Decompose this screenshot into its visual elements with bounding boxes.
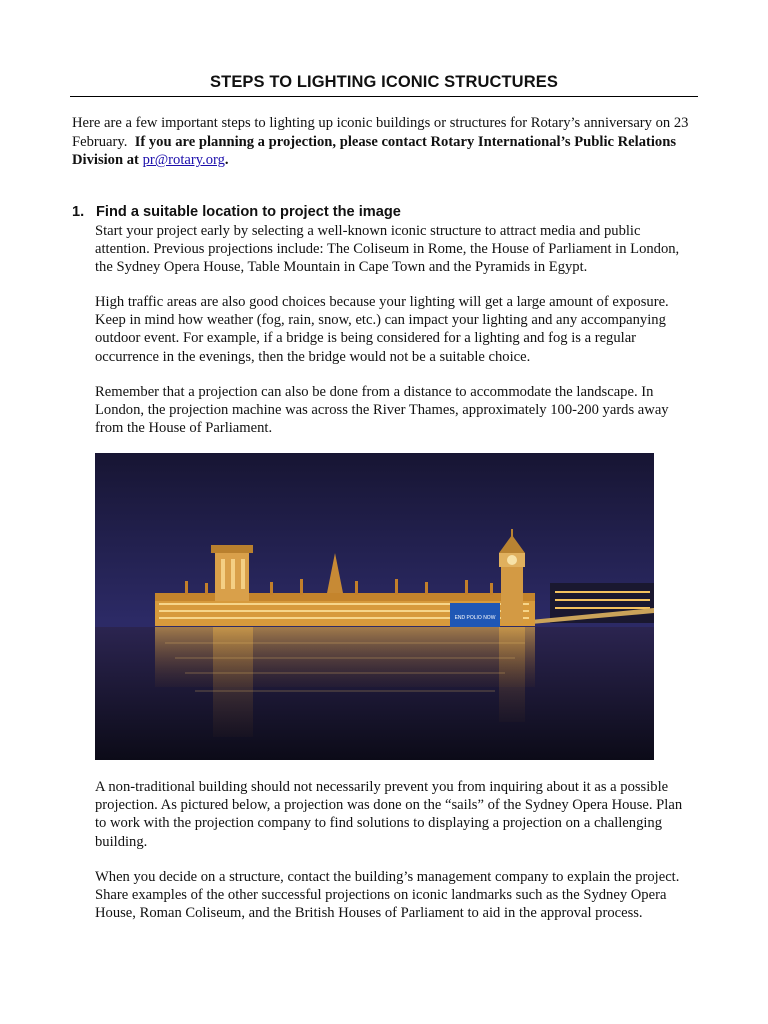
section-number: 1. xyxy=(72,204,85,220)
parliament-night-photo xyxy=(95,453,654,760)
intro-period: . xyxy=(224,152,229,169)
section-heading xyxy=(72,204,692,220)
section-heading-text: Find a suitable location to project the image xyxy=(96,204,401,220)
title-divider xyxy=(70,96,698,97)
page-title: STEPS TO LIGHTING ICONIC STRUCTURES xyxy=(210,73,558,91)
paragraph-non-traditional: A non-traditional building should not necessarily prevent you from inquiring about it as a possible projection. As pictured below, a projection was done on the “sails” of the Sydney Opera House. Plan to work with the projection company to find solutions to displaying a projection on a challenging building. xyxy=(95,779,683,850)
paragraph-contact-management: When you decide on a structure, contact the building’s management company to explain the project. Share examples of the other successful projections on iconic landmarks such as the Sydney Opera House, Roman Coliseum, and the British Houses of Parliament to aid in the approval process. xyxy=(95,869,680,922)
intro-bold-text: If you are planning a projection, please contact Rotary International’s Public Relations Division at xyxy=(72,133,677,169)
email-link[interactable]: pr@rotary.org xyxy=(142,152,225,169)
paragraph-high-traffic: High traffic areas are also good choices because your lighting will get a large amount of exposure. Keep in mind how weather (fog, rain, snow, etc.) can impact your lighting and any accompanying outdoor event. For example, if a bridge is being considered for a lighting and fog is a regular occurrence in the evenings, then the bridge would not be a suitable choice. xyxy=(95,294,669,365)
intro-paragraph xyxy=(72,114,702,170)
paragraph-distance: Remember that a projection can also be done from a distance to accommodate the landscape. In London, the projection machine was across the River Thames, approximately 100-200 yards away from the House of Parliament. xyxy=(95,384,669,437)
paragraph-start-project: Start your project early by selecting a well-known iconic structure to attract media and public attention. Previous projections include: The Coliseum in Rome, the House of Parliament in London, the Sydney Opera House, Table Mountain in Cape Town and the Pyramids in Egypt. xyxy=(95,223,680,276)
intro-text: Here are a few important steps to lighting up iconic buildings or structures for Rotary’s anniversary on 23 February. xyxy=(72,115,689,150)
projection-banner: END POLIO NOW xyxy=(454,615,496,621)
